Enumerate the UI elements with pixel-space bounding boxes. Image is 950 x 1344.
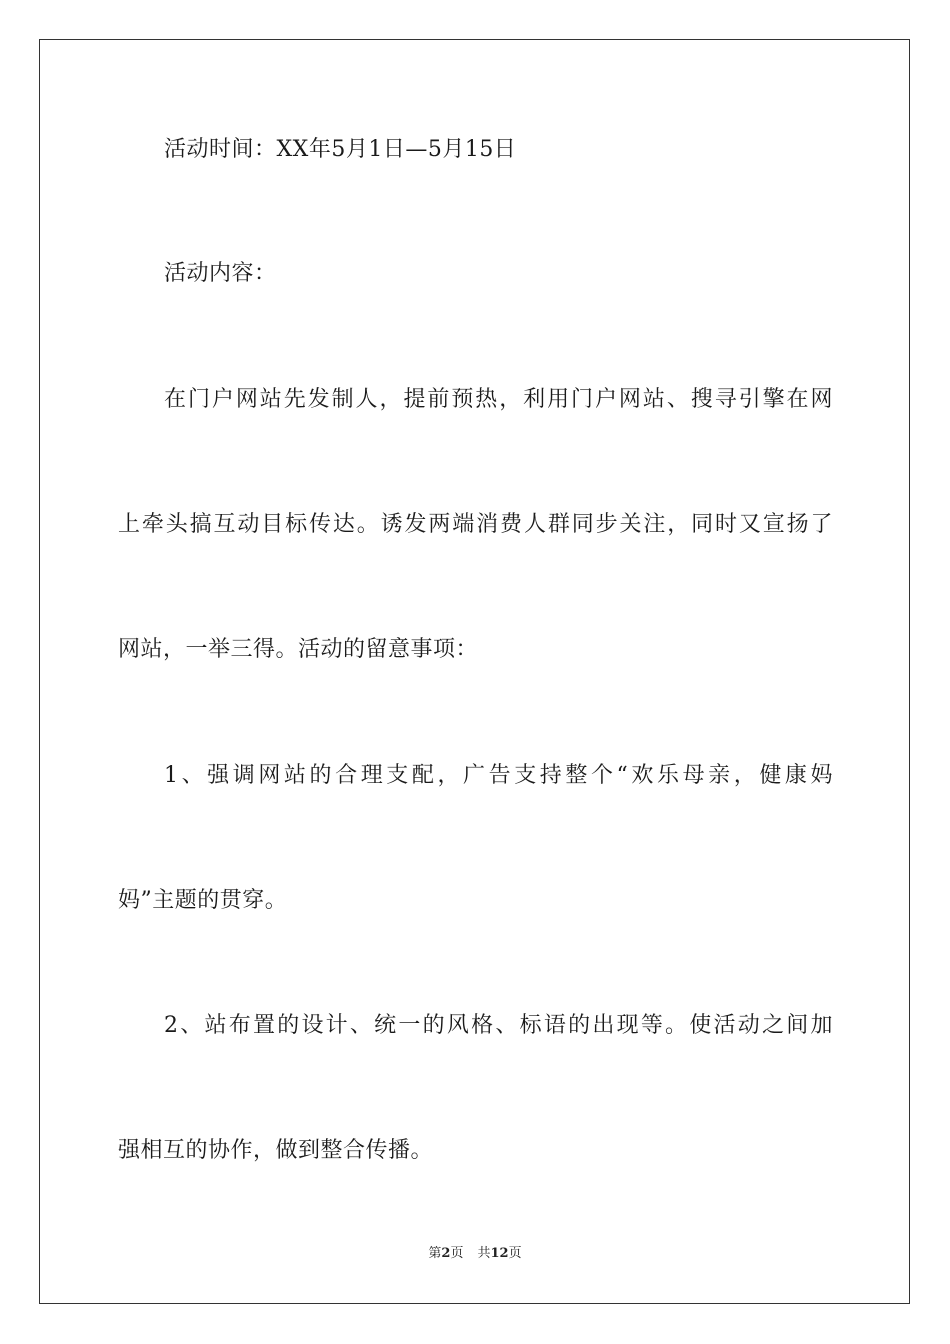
page-prefix: 第 xyxy=(428,1246,442,1261)
total-pages: 12 xyxy=(490,1246,509,1261)
total-prefix: 共 xyxy=(477,1246,491,1261)
page-border xyxy=(39,39,910,1304)
total-suffix: 页 xyxy=(508,1246,522,1261)
item-2-line-2: 强相互的协作，做到整合传播。 xyxy=(118,1138,434,1163)
item-1-line-1: 1、强调网站的合理支配，广告支持整个“欢乐母亲，健康妈 xyxy=(164,763,833,788)
paragraph-1-line-1: 在门户网站先发制人，提前预热，利用门户网站、搜寻引擎在网 xyxy=(164,387,833,412)
page-footer xyxy=(0,1245,950,1263)
item-2-line-1: 2、站布置的设计、统一的风格、标语的出现等。使活动之间加 xyxy=(164,1013,833,1038)
activity-content-heading: 活动内容： xyxy=(164,261,277,286)
activity-time-line: 活动时间：XX年5月1日—5月15日 xyxy=(164,137,517,162)
item-1-line-2: 妈”主题的贯穿。 xyxy=(118,888,288,913)
page-number: 2 xyxy=(441,1246,451,1261)
page-suffix: 页 xyxy=(450,1246,464,1261)
paragraph-1-line-3: 网站，一举三得。活动的留意事项： xyxy=(118,637,479,662)
paragraph-1-line-2: 上牵头搞互动目标传达。诱发两端消费人群同步关注，同时又宣扬了 xyxy=(118,512,833,537)
